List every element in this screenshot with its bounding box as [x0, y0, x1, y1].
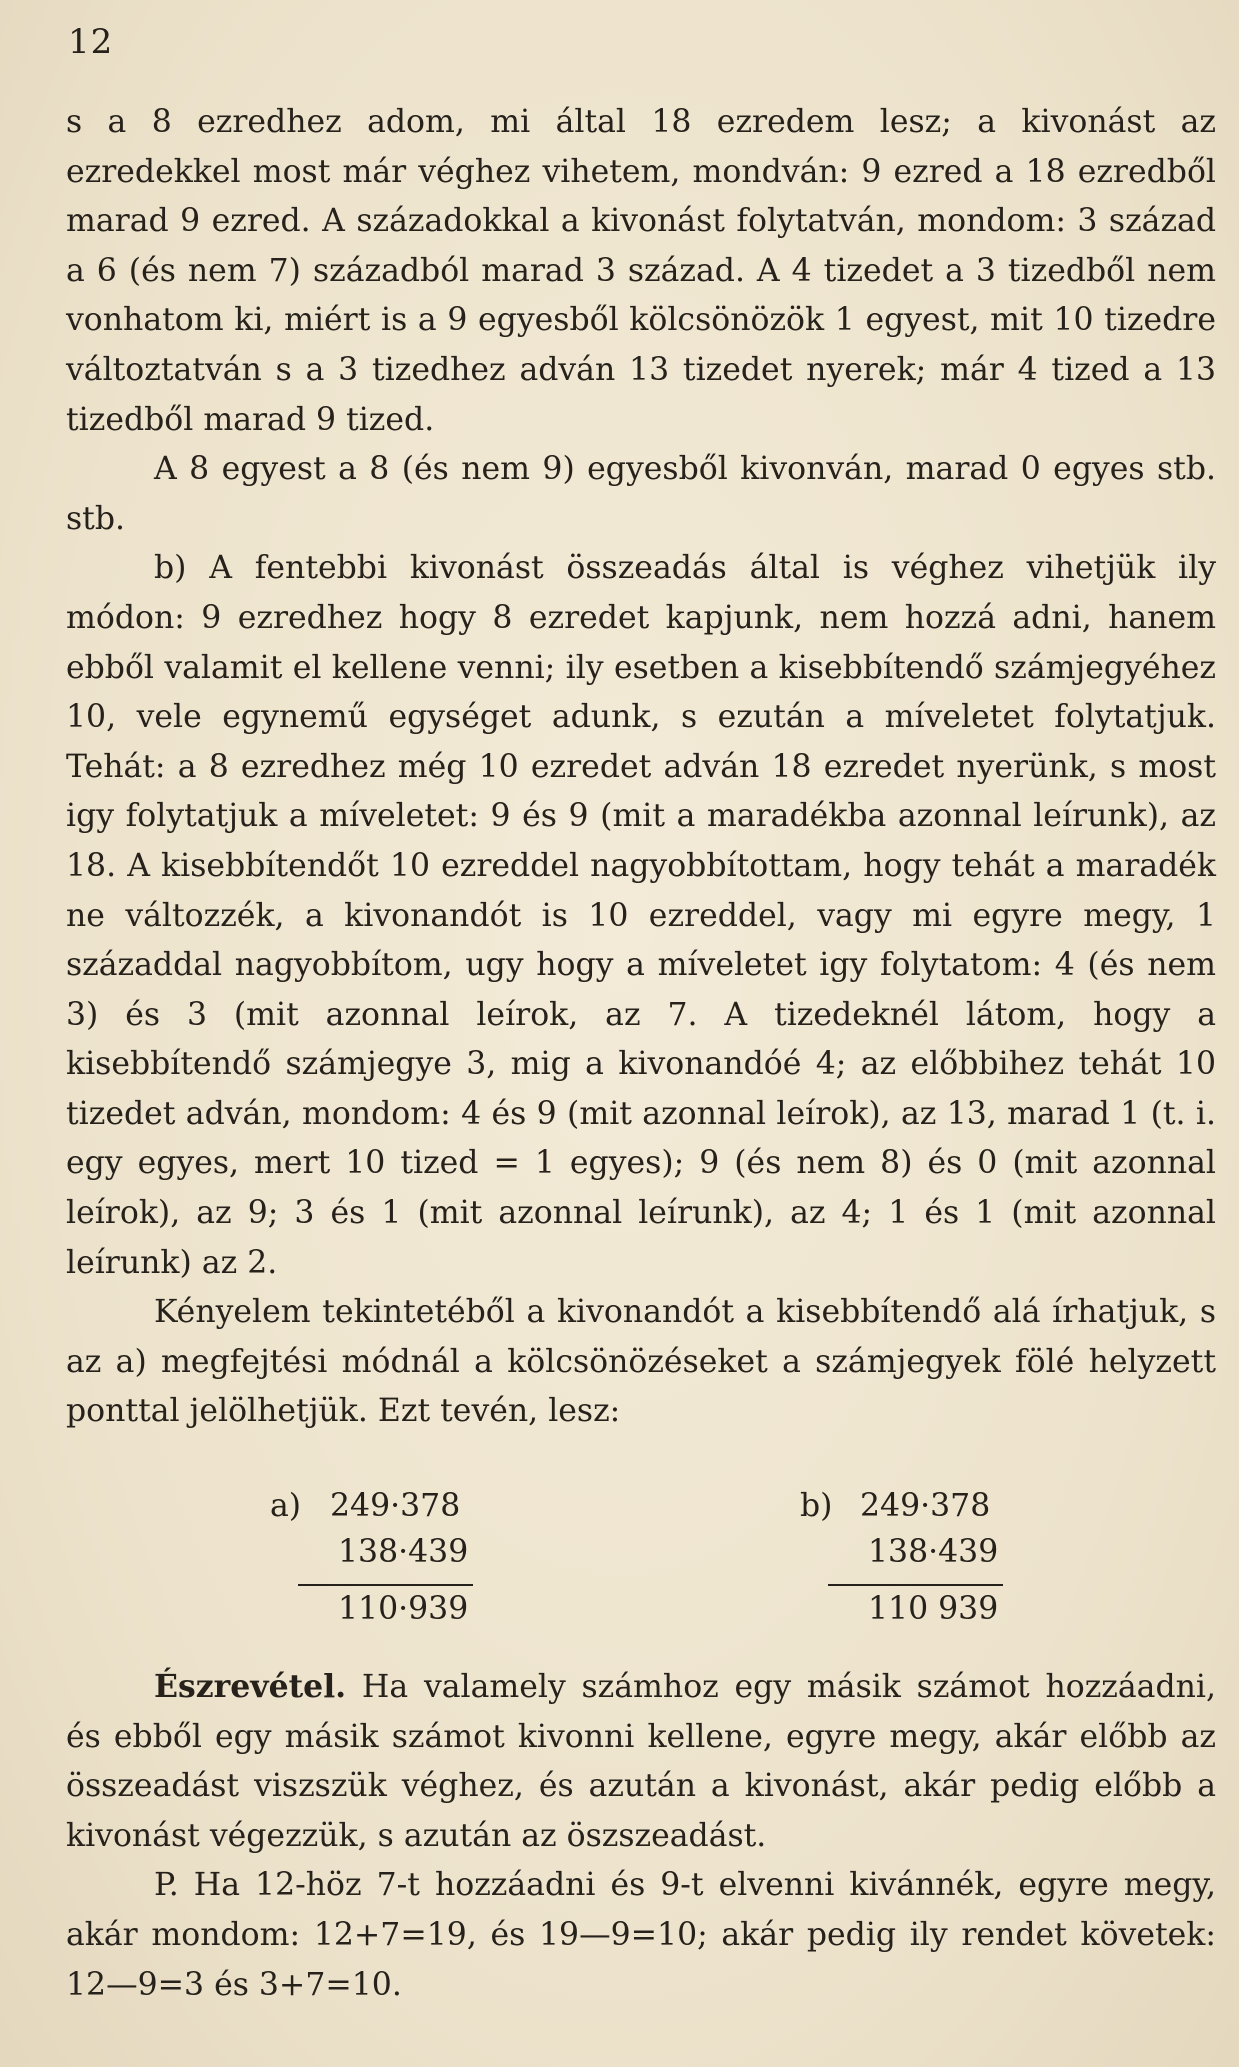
sum-rule [828, 1584, 1003, 1586]
subtrahend: 138·439 [868, 1534, 999, 1570]
difference: 110 939 [868, 1591, 999, 1627]
paragraph-3: b) A fentebbi kivonást összeadás által is véghez vihetjük ily módon: 9 ezredhez hogy 8 ezredet kapjunk, nem hozzá adni, hanem ebből valamit el kellene venni; ily esetben a kisebbítendő számjegyéhez 10, vele egynemű egységet adunk, s ezután a míveletet folytatjuk. Tehát: a 8 ezredhez még 10 ezredet adván 18 ezredet nyerünk, s most igy folytatjuk a míveletet: 9 és 9 (mit a maradékba azonnal leírunk), az 18. A kisebbítendőt 10 ezreddel nagyobbítottam, hogy tehát a maradék ne változzék, a kivonandót is 10 ezreddel, vagy mi egyre megy, 1 századdal nagyobbítom, ugy hogy a míveletet igy folytatom: 4 (és nem 3) és 3 (mit azonnal leírok, az 7. A tizedeknél látom, hogy a kisebbítendő számjegye 3, mig a kivonandóé 4; az előbbihez tehát 10 tizedet adván, mondom: 4 és 9 (mit azonnal leírok), az 13, marad 1 (t. i. egy egyes, mert 10 tized = 1 egyes); 9 (és nem 8) és 0 (mit azonnal leírok), az 9; 3 és 1 (mit azonnal leírunk), az 4; 1 és 1 (mit azonnal leírunk) az 2. [66, 550, 1216, 1281]
example-paragraph: P. Ha 12-höz 7-t hozzáadni és 9-t elvenni kivánnék, egyre megy, akár mondom: 12+7=19, és 19—9=10; akár pedig ily rendet követek: 12—9=3 és 3+7=10. [66, 1867, 1216, 2003]
remark-section [66, 1662, 1216, 2010]
calculation-label: b) [800, 1488, 833, 1524]
minuend: 249·378 [330, 1488, 461, 1524]
subtraction-examples [0, 1488, 1239, 1638]
remark-text: Ha valamely számhoz egy másik számot hozzáadni, és ebből egy másik számot kivonni kellene, egyre megy, akár előbb az összeadást viszszük véghez, és azután a kivonást, akár pedig előbb a kivonást végezzük, s azután az öszszeadást. [66, 1669, 1217, 1854]
calculation-label: a) [270, 1488, 302, 1524]
paragraph-4: Kényelem tekintetéből a kivonandót a kisebbítendő alá írhatjuk, s az a) megfejtési módnál a kölcsönözéseket a számjegyek fölé helyzett ponttal jelölhetjük. Ezt tevén, lesz: [66, 1294, 1216, 1430]
remark-paragraph [66, 1662, 1216, 1861]
paragraph-1: s a 8 ezredhez adom, mi által 18 ezredem lesz; a kivonást az ezredekkel most már véghez vihetem, mondván: 9 ezred a 18 ezredből marad 9 ezred. A századokkal a kivonást folytatván, mondom: 3 század a 6 (és nem 7) századból marad 3 század. A 4 tizedet a 3 tizedből nem vonhatom ki, miért is a 9 egyesből kölcsönözök 1 egyest, mit 10 tizedre változtatván s a 3 tizedhez adván 13 tizedet nyerek; már 4 tized a 13 tizedből marad 9 tized. [66, 104, 1216, 438]
paragraph-2: A 8 egyest a 8 (és nem 9) egyesből kivonván, marad 0 egyes stb. stb. [66, 451, 1216, 537]
page-number: 12 [68, 22, 114, 62]
remark-heading: Észrevétel. [154, 1668, 347, 1705]
sum-rule [298, 1584, 473, 1586]
subtrahend: 138·439 [338, 1534, 469, 1570]
main-text [66, 98, 1216, 1437]
difference: 110·939 [338, 1591, 469, 1627]
minuend: 249·378 [860, 1488, 991, 1524]
